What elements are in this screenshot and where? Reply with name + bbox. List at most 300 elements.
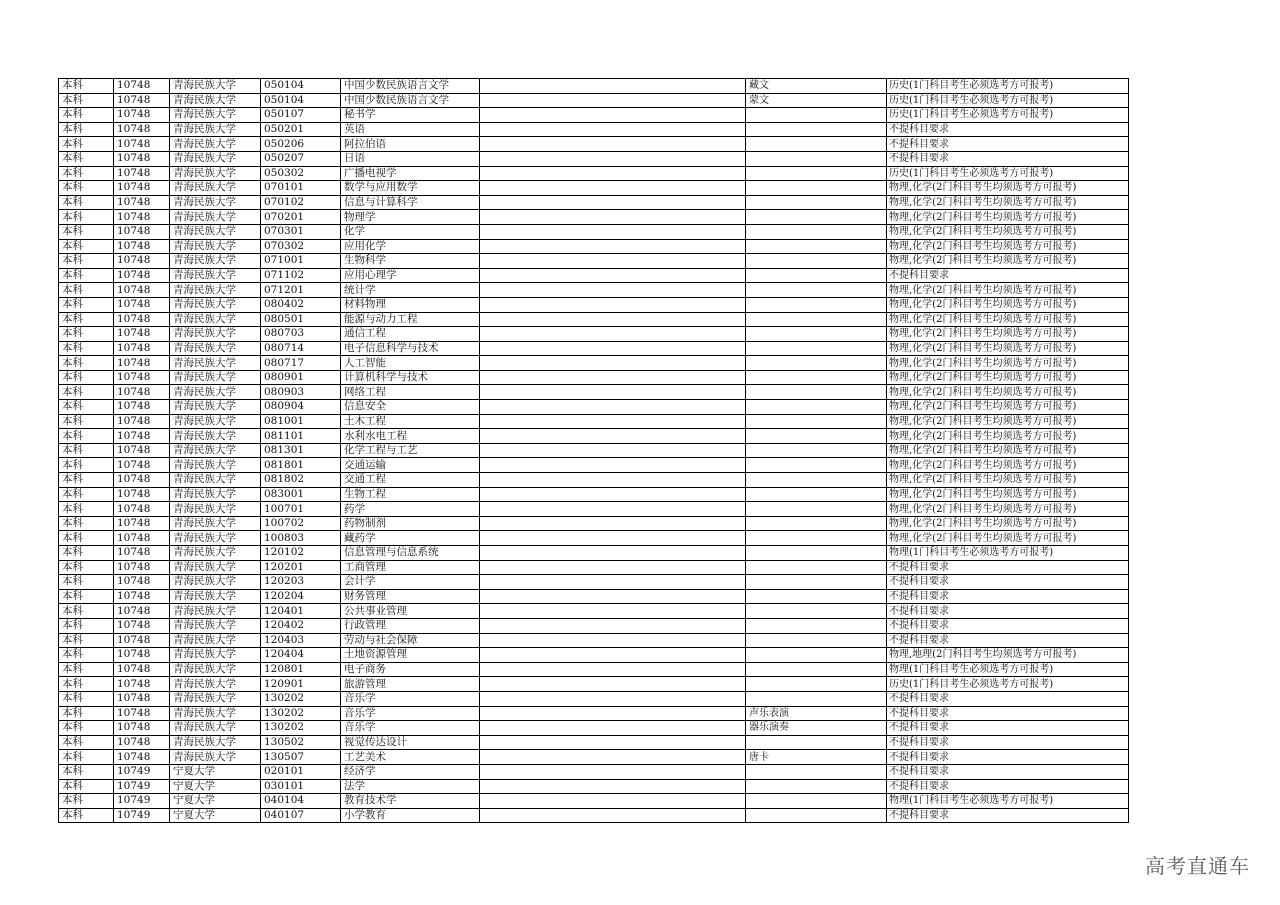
- remark-cell: [746, 502, 887, 517]
- level-cell: 本科: [59, 151, 114, 166]
- major-name-cell: 信息安全: [341, 400, 480, 415]
- school-name-cell: 青海民族大学: [170, 458, 261, 473]
- school-name-cell: 青海民族大学: [170, 618, 261, 633]
- blank-cell: [480, 750, 746, 765]
- major-code-cell: 071201: [261, 283, 341, 298]
- school-name-cell: 青海民族大学: [170, 516, 261, 531]
- table-row: [59, 341, 1129, 356]
- remark-cell: [746, 137, 887, 152]
- school-name-cell: 青海民族大学: [170, 502, 261, 517]
- remark-cell: [746, 633, 887, 648]
- watermark-text: 高考直通车: [1145, 854, 1250, 878]
- school-name-cell: 宁夏大学: [170, 764, 261, 779]
- school-code-cell: 10748: [114, 648, 170, 663]
- major-code-cell: 080903: [261, 385, 341, 400]
- level-cell: 本科: [59, 487, 114, 502]
- major-code-cell: 083001: [261, 487, 341, 502]
- major-code-cell: 100702: [261, 516, 341, 531]
- level-cell: 本科: [59, 268, 114, 283]
- requirement-cell: 不提科目要求: [887, 735, 1129, 750]
- school-name-cell: 青海民族大学: [170, 341, 261, 356]
- school-name-cell: 青海民族大学: [170, 210, 261, 225]
- remark-cell: 藏文: [746, 79, 887, 94]
- major-name-cell: 数学与应用数学: [341, 181, 480, 196]
- table-row: [59, 414, 1129, 429]
- major-code-cell: 130202: [261, 706, 341, 721]
- major-code-cell: 080714: [261, 341, 341, 356]
- blank-cell: [480, 794, 746, 809]
- requirement-cell: 物理,化学(2门科目考生均须选考方可报考): [887, 385, 1129, 400]
- school-name-cell: 青海民族大学: [170, 283, 261, 298]
- major-name-cell: 应用化学: [341, 239, 480, 254]
- requirement-cell: 不提科目要求: [887, 618, 1129, 633]
- major-code-cell: 050302: [261, 166, 341, 181]
- remark-cell: [746, 151, 887, 166]
- school-code-cell: 10748: [114, 122, 170, 137]
- table-row: [59, 283, 1129, 298]
- level-cell: 本科: [59, 254, 114, 269]
- requirement-cell: 不提科目要求: [887, 750, 1129, 765]
- requirement-cell: 不提科目要求: [887, 808, 1129, 823]
- school-code-cell: 10748: [114, 239, 170, 254]
- school-name-cell: 青海民族大学: [170, 721, 261, 736]
- table-row: [59, 502, 1129, 517]
- requirement-cell: 物理,化学(2门科目考生均须选考方可报考): [887, 356, 1129, 371]
- remark-cell: 声乐表演: [746, 706, 887, 721]
- blank-cell: [480, 546, 746, 561]
- level-cell: 本科: [59, 502, 114, 517]
- level-cell: 本科: [59, 808, 114, 823]
- major-name-cell: 电子商务: [341, 662, 480, 677]
- school-code-cell: 10749: [114, 779, 170, 794]
- requirement-cell: 物理,化学(2门科目考生均须选考方可报考): [887, 283, 1129, 298]
- major-name-cell: 工商管理: [341, 560, 480, 575]
- school-name-cell: 青海民族大学: [170, 735, 261, 750]
- requirement-cell: 不提科目要求: [887, 779, 1129, 794]
- blank-cell: [480, 370, 746, 385]
- major-name-cell: 教育技术学: [341, 794, 480, 809]
- major-name-cell: 生物科学: [341, 254, 480, 269]
- blank-cell: [480, 575, 746, 590]
- requirement-cell: 物理,化学(2门科目考生均须选考方可报考): [887, 327, 1129, 342]
- major-name-cell: 能源与动力工程: [341, 312, 480, 327]
- level-cell: 本科: [59, 604, 114, 619]
- blank-cell: [480, 356, 746, 371]
- major-name-cell: 土木工程: [341, 414, 480, 429]
- table-row: [59, 691, 1129, 706]
- remark-cell: [746, 764, 887, 779]
- table-row: [59, 166, 1129, 181]
- school-name-cell: 青海民族大学: [170, 239, 261, 254]
- level-cell: 本科: [59, 224, 114, 239]
- requirement-cell: 物理,化学(2门科目考生均须选考方可报考): [887, 224, 1129, 239]
- table-row: [59, 648, 1129, 663]
- major-name-cell: 网络工程: [341, 385, 480, 400]
- blank-cell: [480, 122, 746, 137]
- blank-cell: [480, 385, 746, 400]
- major-name-cell: 应用心理学: [341, 268, 480, 283]
- blank-cell: [480, 181, 746, 196]
- school-code-cell: 10748: [114, 400, 170, 415]
- requirement-cell: 物理,化学(2门科目考生均须选考方可报考): [887, 458, 1129, 473]
- school-name-cell: 青海民族大学: [170, 414, 261, 429]
- school-name-cell: 青海民族大学: [170, 677, 261, 692]
- remark-cell: [746, 677, 887, 692]
- major-name-cell: 视觉传达设计: [341, 735, 480, 750]
- requirement-cell: 不提科目要求: [887, 151, 1129, 166]
- major-code-cell: 080501: [261, 312, 341, 327]
- school-name-cell: 青海民族大学: [170, 151, 261, 166]
- school-name-cell: 青海民族大学: [170, 195, 261, 210]
- blank-cell: [480, 618, 746, 633]
- requirement-cell: 物理,化学(2门科目考生均须选考方可报考): [887, 297, 1129, 312]
- table-row: [59, 385, 1129, 400]
- requirement-cell: 不提科目要求: [887, 122, 1129, 137]
- table-row: [59, 589, 1129, 604]
- remark-cell: [746, 735, 887, 750]
- requirement-cell: 物理,化学(2门科目考生均须选考方可报考): [887, 312, 1129, 327]
- major-code-cell: 071102: [261, 268, 341, 283]
- blank-cell: [480, 137, 746, 152]
- subject-requirements-table: [58, 78, 1129, 823]
- school-name-cell: 青海民族大学: [170, 268, 261, 283]
- remark-cell: [746, 779, 887, 794]
- school-code-cell: 10748: [114, 750, 170, 765]
- blank-cell: [480, 283, 746, 298]
- requirement-cell: 不提科目要求: [887, 764, 1129, 779]
- school-code-cell: 10748: [114, 546, 170, 561]
- major-code-cell: 100803: [261, 531, 341, 546]
- major-name-cell: 土地资源管理: [341, 648, 480, 663]
- school-name-cell: 青海民族大学: [170, 706, 261, 721]
- level-cell: 本科: [59, 356, 114, 371]
- school-name-cell: 青海民族大学: [170, 604, 261, 619]
- requirement-cell: 不提科目要求: [887, 589, 1129, 604]
- blank-cell: [480, 297, 746, 312]
- table-row: [59, 633, 1129, 648]
- remark-cell: [746, 414, 887, 429]
- table-row: [59, 443, 1129, 458]
- table-row: [59, 122, 1129, 137]
- level-cell: 本科: [59, 400, 114, 415]
- blank-cell: [480, 531, 746, 546]
- blank-cell: [480, 79, 746, 94]
- table-body: [59, 79, 1129, 823]
- school-code-cell: 10749: [114, 808, 170, 823]
- major-name-cell: 音乐学: [341, 721, 480, 736]
- school-code-cell: 10748: [114, 618, 170, 633]
- level-cell: 本科: [59, 575, 114, 590]
- table-row: [59, 254, 1129, 269]
- level-cell: 本科: [59, 385, 114, 400]
- school-code-cell: 10748: [114, 706, 170, 721]
- blank-cell: [480, 327, 746, 342]
- remark-cell: [746, 297, 887, 312]
- major-name-cell: 行政管理: [341, 618, 480, 633]
- major-code-cell: 050107: [261, 108, 341, 123]
- major-code-cell: 120401: [261, 604, 341, 619]
- blank-cell: [480, 400, 746, 415]
- school-name-cell: 青海民族大学: [170, 254, 261, 269]
- major-name-cell: 日语: [341, 151, 480, 166]
- requirement-cell: 历史(1门科目考生必须选考方可报考): [887, 677, 1129, 692]
- level-cell: 本科: [59, 341, 114, 356]
- school-code-cell: 10748: [114, 93, 170, 108]
- major-code-cell: 120404: [261, 648, 341, 663]
- blank-cell: [480, 604, 746, 619]
- remark-cell: [746, 356, 887, 371]
- school-code-cell: 10748: [114, 385, 170, 400]
- level-cell: 本科: [59, 370, 114, 385]
- school-code-cell: 10748: [114, 327, 170, 342]
- school-code-cell: 10748: [114, 677, 170, 692]
- level-cell: 本科: [59, 297, 114, 312]
- requirement-cell: 历史(1门科目考生必须选考方可报考): [887, 93, 1129, 108]
- school-code-cell: 10748: [114, 721, 170, 736]
- school-name-cell: 青海民族大学: [170, 429, 261, 444]
- major-code-cell: 120203: [261, 575, 341, 590]
- school-code-cell: 10748: [114, 662, 170, 677]
- school-name-cell: 青海民族大学: [170, 327, 261, 342]
- table-row: [59, 764, 1129, 779]
- table-row: [59, 721, 1129, 736]
- school-code-cell: 10748: [114, 429, 170, 444]
- major-name-cell: 化学工程与工艺: [341, 443, 480, 458]
- blank-cell: [480, 224, 746, 239]
- level-cell: 本科: [59, 79, 114, 94]
- remark-cell: [746, 473, 887, 488]
- major-name-cell: 会计学: [341, 575, 480, 590]
- blank-cell: [480, 151, 746, 166]
- requirement-cell: 物理,化学(2门科目考生均须选考方可报考): [887, 210, 1129, 225]
- major-name-cell: 信息管理与信息系统: [341, 546, 480, 561]
- blank-cell: [480, 662, 746, 677]
- remark-cell: [746, 443, 887, 458]
- major-code-cell: 120403: [261, 633, 341, 648]
- school-name-cell: 青海民族大学: [170, 312, 261, 327]
- school-code-cell: 10748: [114, 589, 170, 604]
- table-row: [59, 575, 1129, 590]
- table-row: [59, 473, 1129, 488]
- major-code-cell: 070101: [261, 181, 341, 196]
- school-name-cell: 青海民族大学: [170, 589, 261, 604]
- requirement-cell: 物理,化学(2门科目考生均须选考方可报考): [887, 487, 1129, 502]
- table-row: [59, 794, 1129, 809]
- major-name-cell: 公共事业管理: [341, 604, 480, 619]
- major-code-cell: 070302: [261, 239, 341, 254]
- blank-cell: [480, 779, 746, 794]
- remark-cell: [746, 794, 887, 809]
- school-code-cell: 10748: [114, 283, 170, 298]
- requirement-cell: 物理,化学(2门科目考生均须选考方可报考): [887, 473, 1129, 488]
- school-code-cell: 10748: [114, 502, 170, 517]
- school-name-cell: 青海民族大学: [170, 487, 261, 502]
- level-cell: 本科: [59, 443, 114, 458]
- remark-cell: [746, 239, 887, 254]
- school-code-cell: 10748: [114, 414, 170, 429]
- requirement-cell: 物理,地理(2门科目考生均须选考方可报考): [887, 648, 1129, 663]
- table-row: [59, 79, 1129, 94]
- major-name-cell: 经济学: [341, 764, 480, 779]
- blank-cell: [480, 166, 746, 181]
- blank-cell: [480, 195, 746, 210]
- remark-cell: [746, 385, 887, 400]
- requirement-cell: 物理,化学(2门科目考生均须选考方可报考): [887, 370, 1129, 385]
- remark-cell: [746, 341, 887, 356]
- table-row: [59, 560, 1129, 575]
- major-code-cell: 130202: [261, 691, 341, 706]
- school-code-cell: 10748: [114, 79, 170, 94]
- school-code-cell: 10748: [114, 473, 170, 488]
- remark-cell: 蒙文: [746, 93, 887, 108]
- level-cell: 本科: [59, 137, 114, 152]
- remark-cell: [746, 531, 887, 546]
- level-cell: 本科: [59, 735, 114, 750]
- school-code-cell: 10748: [114, 254, 170, 269]
- level-cell: 本科: [59, 414, 114, 429]
- school-code-cell: 10749: [114, 794, 170, 809]
- major-code-cell: 081301: [261, 443, 341, 458]
- school-code-cell: 10748: [114, 691, 170, 706]
- major-name-cell: 工艺美术: [341, 750, 480, 765]
- table-row: [59, 750, 1129, 765]
- blank-cell: [480, 487, 746, 502]
- major-code-cell: 120801: [261, 662, 341, 677]
- school-name-cell: 青海民族大学: [170, 443, 261, 458]
- school-code-cell: 10748: [114, 370, 170, 385]
- level-cell: 本科: [59, 677, 114, 692]
- remark-cell: [746, 458, 887, 473]
- major-name-cell: 材料物理: [341, 297, 480, 312]
- blank-cell: [480, 648, 746, 663]
- level-cell: 本科: [59, 779, 114, 794]
- school-code-cell: 10748: [114, 224, 170, 239]
- level-cell: 本科: [59, 93, 114, 108]
- major-name-cell: 小学教育: [341, 808, 480, 823]
- school-code-cell: 10748: [114, 137, 170, 152]
- major-name-cell: 中国少数民族语言文学: [341, 93, 480, 108]
- level-cell: 本科: [59, 662, 114, 677]
- school-code-cell: 10748: [114, 268, 170, 283]
- school-name-cell: 宁夏大学: [170, 779, 261, 794]
- remark-cell: [746, 516, 887, 531]
- blank-cell: [480, 764, 746, 779]
- school-code-cell: 10748: [114, 195, 170, 210]
- level-cell: 本科: [59, 633, 114, 648]
- level-cell: 本科: [59, 473, 114, 488]
- blank-cell: [480, 254, 746, 269]
- major-name-cell: 人工智能: [341, 356, 480, 371]
- school-code-cell: 10748: [114, 560, 170, 575]
- school-name-cell: 青海民族大学: [170, 546, 261, 561]
- school-name-cell: 青海民族大学: [170, 400, 261, 415]
- major-code-cell: 081101: [261, 429, 341, 444]
- major-name-cell: 水利水电工程: [341, 429, 480, 444]
- level-cell: 本科: [59, 589, 114, 604]
- remark-cell: [746, 210, 887, 225]
- school-name-cell: 青海民族大学: [170, 137, 261, 152]
- table-row: [59, 458, 1129, 473]
- school-name-cell: 青海民族大学: [170, 531, 261, 546]
- table-row: [59, 429, 1129, 444]
- blank-cell: [480, 589, 746, 604]
- major-code-cell: 080904: [261, 400, 341, 415]
- blank-cell: [480, 560, 746, 575]
- major-code-cell: 081001: [261, 414, 341, 429]
- requirement-cell: 历史(1门科目考生必须选考方可报考): [887, 79, 1129, 94]
- school-code-cell: 10748: [114, 312, 170, 327]
- major-code-cell: 120204: [261, 589, 341, 604]
- remark-cell: 器乐演奏: [746, 721, 887, 736]
- level-cell: 本科: [59, 531, 114, 546]
- requirement-cell: 不提科目要求: [887, 633, 1129, 648]
- level-cell: 本科: [59, 764, 114, 779]
- school-name-cell: 青海民族大学: [170, 648, 261, 663]
- remark-cell: [746, 370, 887, 385]
- school-name-cell: 青海民族大学: [170, 356, 261, 371]
- blank-cell: [480, 429, 746, 444]
- major-code-cell: 070102: [261, 195, 341, 210]
- major-name-cell: 中国少数民族语言文学: [341, 79, 480, 94]
- school-code-cell: 10748: [114, 735, 170, 750]
- school-name-cell: 青海民族大学: [170, 370, 261, 385]
- major-name-cell: 统计学: [341, 283, 480, 298]
- school-code-cell: 10748: [114, 531, 170, 546]
- blank-cell: [480, 210, 746, 225]
- table-row: [59, 239, 1129, 254]
- table-row: [59, 151, 1129, 166]
- requirement-cell: 不提科目要求: [887, 137, 1129, 152]
- table-row: [59, 546, 1129, 561]
- remark-cell: [746, 648, 887, 663]
- remark-cell: [746, 560, 887, 575]
- table-row: [59, 662, 1129, 677]
- school-code-cell: 10748: [114, 166, 170, 181]
- remark-cell: [746, 618, 887, 633]
- level-cell: 本科: [59, 691, 114, 706]
- level-cell: 本科: [59, 210, 114, 225]
- remark-cell: [746, 400, 887, 415]
- school-name-cell: 青海民族大学: [170, 224, 261, 239]
- requirement-cell: 物理,化学(2门科目考生均须选考方可报考): [887, 239, 1129, 254]
- level-cell: 本科: [59, 429, 114, 444]
- blank-cell: [480, 443, 746, 458]
- major-code-cell: 100701: [261, 502, 341, 517]
- major-code-cell: 080703: [261, 327, 341, 342]
- requirement-cell: 不提科目要求: [887, 575, 1129, 590]
- remark-cell: [746, 312, 887, 327]
- major-code-cell: 081801: [261, 458, 341, 473]
- major-name-cell: 物理学: [341, 210, 480, 225]
- remark-cell: [746, 589, 887, 604]
- remark-cell: [746, 283, 887, 298]
- school-name-cell: 青海民族大学: [170, 575, 261, 590]
- major-name-cell: 英语: [341, 122, 480, 137]
- major-name-cell: 信息与计算科学: [341, 195, 480, 210]
- school-code-cell: 10748: [114, 356, 170, 371]
- major-name-cell: 通信工程: [341, 327, 480, 342]
- table-row: [59, 137, 1129, 152]
- remark-cell: [746, 691, 887, 706]
- major-name-cell: 秘书学: [341, 108, 480, 123]
- table-row: [59, 210, 1129, 225]
- level-cell: 本科: [59, 166, 114, 181]
- school-code-cell: 10748: [114, 210, 170, 225]
- blank-cell: [480, 677, 746, 692]
- blank-cell: [480, 502, 746, 517]
- remark-cell: [746, 546, 887, 561]
- school-name-cell: 青海民族大学: [170, 297, 261, 312]
